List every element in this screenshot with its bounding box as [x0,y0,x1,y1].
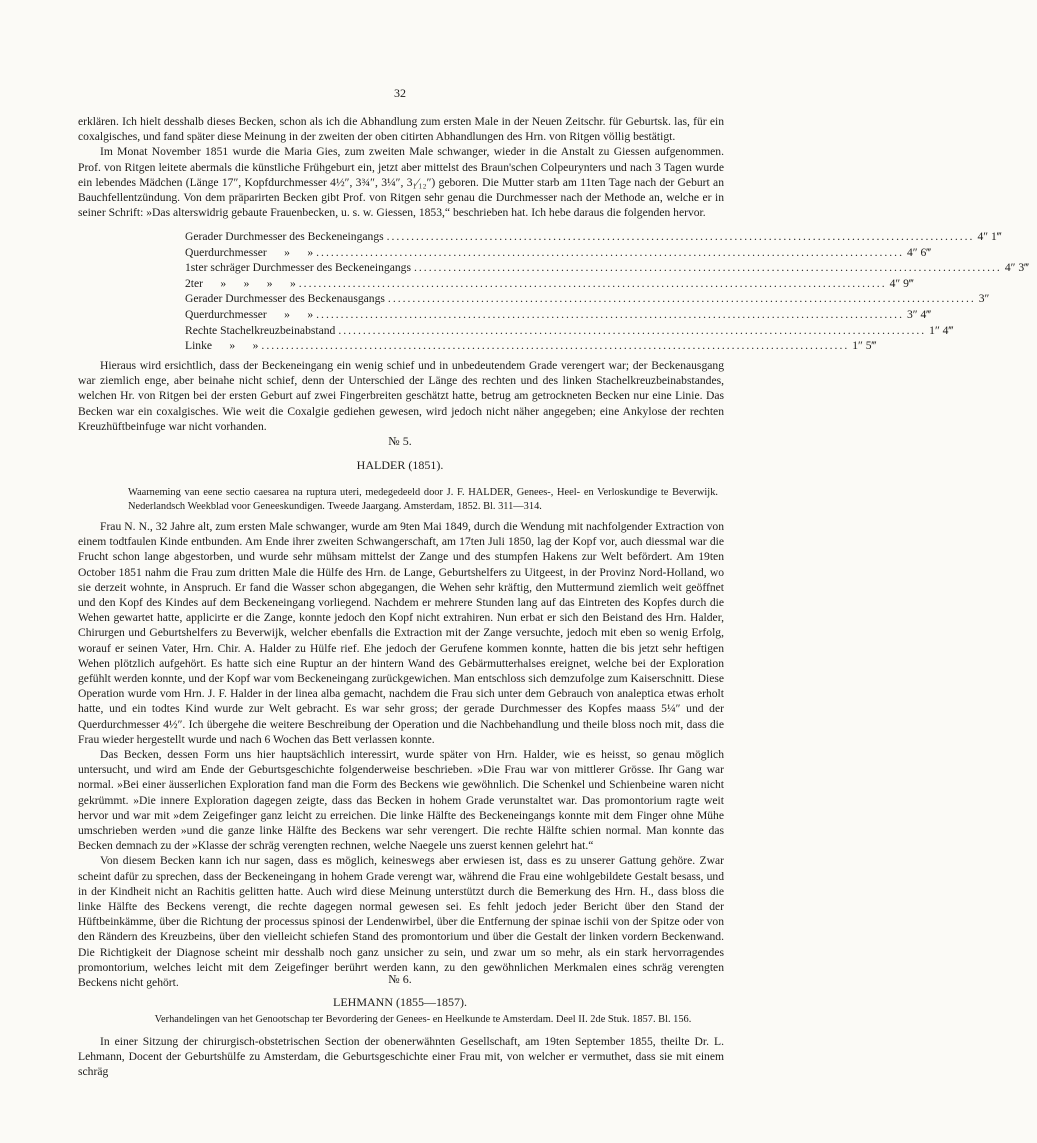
measurement-value: 3″ [978,292,990,306]
measurement-table [185,229,1029,354]
intro-paragraph-2: Im Monat November 1851 wurde die Maria Gies, zum zweiten Male schwanger, wieder in die Anstalt zu Giessen aufgenommen. Prof. von Ritgen leitete abermals die künstliche Frühgeburt ein, jetzt aber mittelst des Braun'schen Colpeurynters und nach 3 Tagen wurde ein lebendes Mädchen (Länge 17″, Kopfdurchmesser 4½″, 3¾″, 3¼″, 3₁⁄₁₂″) geboren. Die Mutter starb am 11ten Tage nach der Geburt an Bauchfellentzündung. Von dem präparirten Becken gibt Prof. von Ritgen sehr genau die Durchmesser nach der Methode an, welche er in seiner Schrift: »Das alterswidrig gebaute Frauenbecken, u. s. w. Giessen, 1853,“ beschrieben hat. Ich hebe daraus die folgenden hervor. [78,145,724,220]
case-6-source: Verhandelingen van het Genootschap ter Bevordering der Genees- en Heelkunde te Amsterdam. Deel II. 2de Stuk. 1857. Bl. 156. [154,1014,692,1025]
measurement-row [185,276,914,292]
leader-dots: ........................................................................................................................ [316,307,904,321]
measurement-label: Linke » » [185,339,259,353]
leader-dots: ........................................................................................................................ [386,230,975,243]
measurement-row [185,260,1029,276]
measurement-row [185,229,1002,245]
measurement-label: Querdurchmesser » » [185,245,314,259]
measurement-value: 4″ 1‴ [977,230,1002,243]
measurement-row [185,323,954,339]
measurement-value: 1″ 5‴ [852,339,877,353]
case-6-heading: LEHMANN (1855—1857). [333,995,467,1009]
measurement-row [185,338,877,354]
case-5-paragraph-1: Frau N. N., 32 Jahre alt, zum ersten Male schwanger, wurde am 9ten Mai 1849, durch die Wendung mit nachfolgender Extraction von einem todtfaulen Kinde entbunden. Am Ende ihrer zweiten Schwangerschaft, am 17ten Juli 1850, lag der Kopf vor, auch diessmal war die Frucht schon lange abgestorben, und wurde sehr mühsam mittelst der Zange und des stumpfen Hakens zur Welt befördert. Am 19ten October 1851 nahm die Frau zum dritten Male die Hülfe des Hrn. de Lange, Geburtshelfers zu Uitgeest, in der Provinz Nord-Holland, wo sie derzeit wohnte, in Anspruch. Er fand die Wasser schon abgegangen, die Wehen sehr kräftig, den Muttermund ziemlich weit geöffnet und den Kopf des Kindes auf dem Beckeneingang vorliegend. Nachdem er mehrere Stunden lang auf das Eintreten des Kopfes durch die Wehen gewartet hatte, applicirte er die Zange, konnte jedoch den Kopf nicht extrahiren. Nun erbat er sich den Beistand des Hrn. Halder, Chirurgen und Geburtshelfers zu Beverwijk, welcher ebenfalls die Extraction mit der Zange versuchte, jedoch mit eben so wenig Erfolg, worauf er seinen Vater, Hrn. Chir. A. Halder zu Hülfe rief. Ehe jedoch der Gerufene kommen konnte, hatten die bis jetzt sehr heftigen Wehen plötzlich aufgehört. Es hatte sich eine Ruptur an der hintern Wand des Gebärmutterhalses ereignet, welche bei der Exploration gefühlt werden konnte, und der Kopf war vom Beckeneingang zurückgewichen. Man entschloss sich demzufolge zum Kaiserschnitt. Diese Operation wurde vom Hrn. J. F. Halder in der linea alba gemacht, nachdem die Frau sich unter dem Gebrauch von analeptica etwas erholt hatte, und ein todtes Kind wurde zur Welt gebracht. Es war sehr gross; der gerade Durchmesser des Kopfes maass 5¼″ und der Querdurchmesser 4½″. Ich übergehe die weitere Beschreibung der Operation und die Nachbehandlung und theile bloss noch mit, dass die Frau wieder hergestellt wurde und nach 6 Wochen das Bett verlassen konnte. [78,520,724,746]
measurement-label: Querdurchmesser » » [185,307,314,321]
leader-dots: ........................................................................................................................ [414,261,1002,275]
case-6-body [78,1034,724,1080]
measurement-value: 4″ 9‴ [889,276,914,290]
intro-text [78,114,724,220]
measurement-value: 4″ 6‴ [906,245,932,259]
measurement-label: 1ster schräger Durchmesser des Beckeneingangs [185,261,411,275]
measurement-row [185,291,990,307]
leader-dots: ........................................................................................................................ [261,339,850,353]
case-5-heading: HALDER (1851). [356,458,444,472]
measurement-label: Rechte Stachelkreuzbeinabstand [185,323,336,337]
case-5-paragraph-3: Von diesem Becken kann ich nur sagen, dass es möglich, keineswegs aber erwiesen ist, dass es zu unserer Gattung gehöre. Zwar scheint dafür zu sprechen, dass der Beckeneingang in hohem Grade verengt war, während die Frau eine wohlgebildete Gestalt besass, und in der Kindheit nicht an Rachitis gelitten hatte. Auch wird diese Meinung unterstützt durch die Bemerkung des Hrn. H., dass bloss die linke Hälfte des Beckens verengt, die rechte dagegen normal gewesen sei. Es fehlt jedoch jeder Bericht über den Stand der Hüftbeinkämme, über die Richtung der processus spinosi der Lendenwirbel, über die Entfernung der spinae ischii von der Spitze oder von den Rändern des Kreuzbeins, über den vielleicht schiefen Stand des promontorium und über die Gestalt der linken vordern Beckenwand. Die Richtigkeit der Diagnose scheint mir desshalb noch ganz unsicher zu sein, und zwar um so mehr, als ein stark hervorragendes promontorium, welches leicht mit dem Zeigefinger berührt werden kann, zu den gewöhnlichen Merkmalen eines schräg verengten Beckens nicht gehört. [78,854,724,990]
intro-paragraph-1: erklären. Ich hielt desshalb dieses Becken, schon als ich die Abhandlung zum ersten Male in der Neuen Zeitschr. für Geburtsk. las, für ein coxalgisches, und fand später diese Meinung in der zweiten der oben citirten Abhandlungen des Hrn. von Ritgen völlig bestätigt. [78,115,724,144]
after-table-paragraph: Hieraus wird ersichtlich, dass der Beckeneingang ein wenig schief und in unbedeutendem Grade verengert war; der Beckenausgang war ziemlich enge, aber beinahe nicht schief, denn der Unterschied der Länge des rechten und des linken Stachelkreuzbeinabstandes, welchen Hr. von Ritgen bei der ersten Geburt auf zwei Fingerbreiten geschätzt hatte, betrug am getrockneten Becken nur eine Linie. Das Becken war ein coxalgisches. Wie weit die Coxalgie gediehen gewesen, wird jedoch nicht näher angegeben; eine Ankylose der rechten Kreuzhüftbeinfuge war nicht vorhanden. [78,359,724,433]
case-6-number: № 6. [388,972,412,986]
measurement-label: Gerader Durchmesser des Beckenausgangs [185,292,385,306]
leader-dots: ........................................................................................................................ [387,292,976,306]
measurement-row [185,307,932,323]
case-5-body [78,519,724,990]
measurement-label: 2ter » » » » [185,276,296,290]
case-6-paragraph-1: In einer Sitzung der chirurgisch-obstetrischen Section der obenerwähnten Gesellschaft, am 19ten September 1855, theilte Dr. L. Lehmann, Docent der Geburtshülfe zu Amsterdam, die Geburtsgeschichte einer Frau mit, von welcher er vermuthet, dass sie mit einem schräg [78,1035,724,1079]
case-5-number: № 5. [388,434,412,448]
page-number: 32 [394,86,406,100]
leader-dots: ........................................................................................................................ [298,276,887,290]
case-5-source: Waarneming van eene sectio caesarea na ruptura uteri, medegedeeld door J. F. HALDER, Genees-, Heel- en Verloskundige te Beverwijk. Nederlandsch Weekblad voor Geneeskundigen. Tweede Jaargang. Amsterdam, 1852. Bl. 311—314. [128,487,718,512]
case-5-paragraph-2: Das Becken, dessen Form uns hier hauptsächlich interessirt, wurde später von Hrn. Halder, wie es heisst, so genau möglich untersucht, und wird am Ende der Geburtsgeschichte folgenderweise beschrieben. »Die Frau war von mittlerer Grösse. Ihr Gang war normal. »Bei einer äusserlichen Exploration fand man die Form des Beckens wie gewöhnlich. Die Schenkel und Schienbeine waren nicht gekrümmt. »Die innere Exploration dagegen zeigte, dass das Becken in hohem Grade verunstaltet war. Das promontorium ragte weit hervor und war mit »dem Zeigefinger ganz leicht zu erreichen. Die linke Hälfte des Beckeneingangs konnte mit dem Finger ohne Mühe umschrieben werden »und die ganze linke Hälfte des Beckens war sehr verengert. Die rechte Hälfte schien normal. Man konnte das Becken demnach zu der »Klasse der schräg verengten rechnen, welche Naegele uns zuerst kennen gelehrt hat.“ [78,748,724,853]
leader-dots: ........................................................................................................................ [338,323,927,337]
measurement-value: 1″ 4‴ [929,323,954,337]
measurement-row [185,245,932,261]
leader-dots: ........................................................................................................................ [316,245,904,259]
measurement-value: 3″ 4‴ [906,307,932,321]
measurement-value: 4″ 3‴ [1004,261,1029,275]
after-table-text [78,358,724,434]
measurement-label: Gerader Durchmesser des Beckeneingangs [185,230,384,243]
